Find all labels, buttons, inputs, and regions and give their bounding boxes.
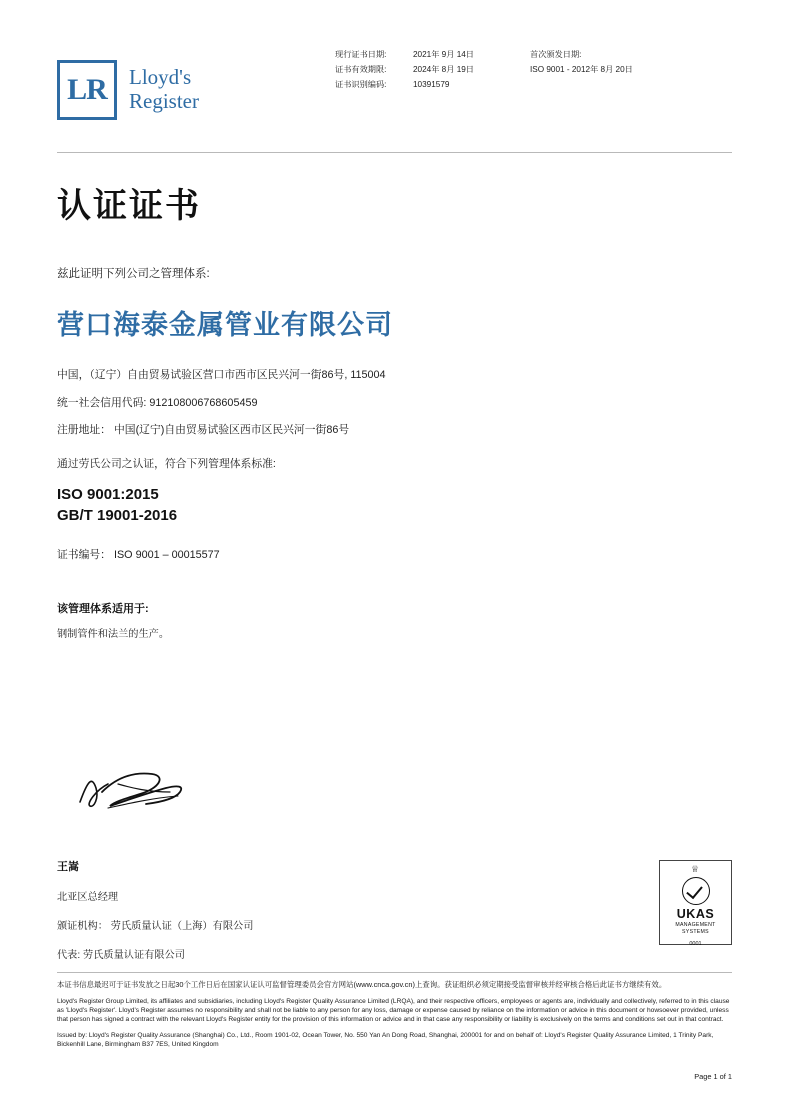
certificate-body xyxy=(57,265,732,640)
ukas-accreditation-mark xyxy=(659,860,732,945)
meta-column-dates xyxy=(335,50,474,94)
meta-row xyxy=(335,50,474,60)
footer-chinese-note: 本证书信息最迟可于证书发放之日起30个工作日后在国家认证认可监督管理委员会官方网站(www.cnca.gov.cn)上查询。获证组织必须定期接受监督审核并经审核合格后此证书方继续有效。 xyxy=(57,980,667,989)
ukas-label: UKAS xyxy=(676,907,715,921)
company-name: 营口海泰金属管业有限公司 xyxy=(57,310,393,340)
meta-value-current-date: 2021年 9月 14日 xyxy=(413,50,474,59)
page-number: Page 1 of 1 xyxy=(694,1072,732,1081)
ukas-number: 0001 xyxy=(689,940,702,947)
logo-word-line2: Register xyxy=(129,89,199,113)
meta-column-first-issue xyxy=(530,50,633,94)
lloyds-register-logo xyxy=(57,60,199,120)
crown-icon: ♕ xyxy=(690,864,701,874)
intro-line: 兹此证明下列公司之管理体系: xyxy=(57,268,210,280)
meta-label-first-issue: 首次颁发日期: xyxy=(530,50,582,59)
scope-heading: 该管理体系适用于: xyxy=(57,603,149,616)
signoff-block xyxy=(57,858,253,961)
footer-divider xyxy=(57,972,732,973)
footer-issued-by: Issued by: Lloyd's Register Quality Assurance (Shanghai) Co., Ltd., Room 1901-02, Ocean Tower, No. 550 Yan An Dong Road, Shanghai, 200001 for and on behalf of: Lloyd's Register Quality Assurance Limited, 1 Trinity Park, Bickenhill Lane, Birmingham B37 7ES, United Kingdom xyxy=(57,1031,714,1049)
lr-logo-icon xyxy=(57,60,117,120)
standard-gbt19001: GB/T 19001-2016 xyxy=(57,507,178,525)
issuing-body: 颁证机构： 劳氏质量认证（上海）有限公司 xyxy=(57,921,254,932)
ukas-sub-line2: SYSTEMS xyxy=(682,929,709,935)
signer-role: 北亚区总经理 xyxy=(57,892,119,903)
meta-row xyxy=(335,65,474,75)
document-header xyxy=(57,50,732,130)
meta-row xyxy=(530,65,633,75)
representative: 代表: 劳氏质量认证有限公司 xyxy=(57,950,185,961)
meta-value-expiry-date: 2024年 8月 19日 xyxy=(413,64,474,74)
page-title: 认证证书 xyxy=(57,187,201,225)
signature-image xyxy=(74,762,204,822)
meta-value-identity-code: 10391579 xyxy=(413,79,450,89)
meta-label-identity-code: 证书识别编码: xyxy=(335,79,387,89)
meta-row xyxy=(530,50,633,60)
logo-word-line1: Lloyd's xyxy=(129,65,192,90)
certificate-number: 证书编号： ISO 9001 – 00015577 xyxy=(57,549,220,562)
standards-intro: 通过劳氏公司之认证，符合下列管理体系标准: xyxy=(57,457,276,470)
meta-label-current-date: 现行证书日期: xyxy=(335,50,387,59)
meta-value-first-issue: ISO 9001 - 2012年 8月 20日 xyxy=(530,64,633,74)
header-divider xyxy=(57,152,732,153)
document-footer xyxy=(57,980,732,1056)
checkmark-icon xyxy=(682,877,710,905)
signer-name: 王嵩 xyxy=(57,861,79,873)
ukas-sub-line1: MANAGEMENT xyxy=(675,921,716,928)
company-address: 中国，（辽宁）自由贸易试验区营口市西市区民兴河一街86号, 115004 xyxy=(57,369,386,381)
certificate-meta xyxy=(335,50,633,94)
logo-wordmark xyxy=(129,66,199,113)
standard-iso9001: ISO 9001:2015 xyxy=(57,485,159,503)
scope-text: 钢制管件和法兰的生产。 xyxy=(57,629,170,641)
lr-logo-letters: LR xyxy=(67,73,107,106)
meta-label-expiry-date: 证书有效期限: xyxy=(335,64,387,74)
footer-disclaimer: Lloyd's Register Group Limited, its affiliates and subsidiaries, including Lloyd's Register Quality Assurance Limited (LRQA), and their respective officers, employees or agents are, individually and collectively, referred to in this clause as 'Lloyd's Register'. Lloyd's Register assumes no responsibility and shall not be liable to any person for any loss, damage or expense caused by reliance on the information or advice in this document or howsoever provided, unless that person has signed a contract with the relevant Lloyd's Register entity for the provision of this information or advice and in that case any responsibility or liability is exclusively on the terms and conditions set out in that contract. xyxy=(57,997,730,1024)
credit-code: 统一社会信用代码: 912108006768605459 xyxy=(57,396,258,409)
meta-row xyxy=(335,80,474,90)
registered-address: 注册地址： 中国(辽宁)自由贸易试验区西市区民兴河一街86号 xyxy=(57,424,350,437)
